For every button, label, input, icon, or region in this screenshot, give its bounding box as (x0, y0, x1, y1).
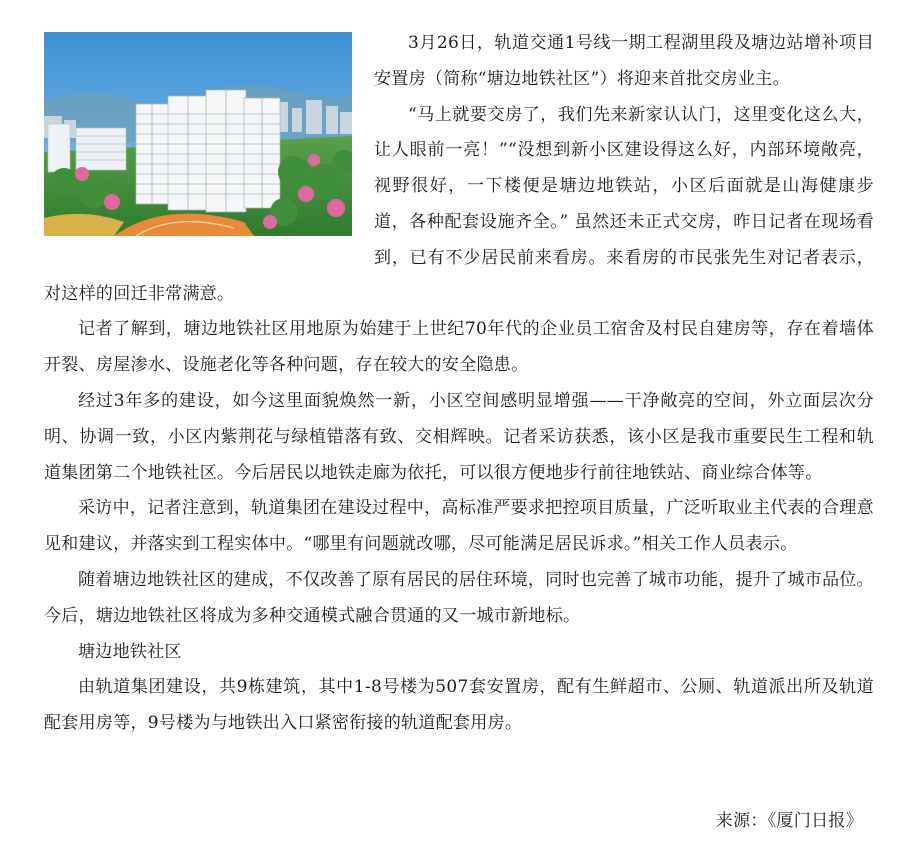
article-paragraph: 随着塘边地铁社区的建成，不仅改善了原有居民的居住环境，同时也完善了城市功能，提升了城市品位。今后，塘边地铁社区将成为多种交通模式融合贯通的又一城市新地标。 (44, 569, 874, 626)
article-paragraph: 经过3年多的建设，如今这里面貌焕然一新，小区空间感明显增强——干净敞亮的空间，外立面层次分明、协调一致，小区内紫荆花与绿植错落有致、交相辉映。记者采访获悉，该小区是我市重要民生工程和轨道集团第二个地铁社区。今后居民以地铁走廊为依托，可以很方便地步行前往地铁站、商业综合体等。 (44, 390, 874, 483)
article-paragraph: 由轨道集团建设，共9栋建筑，其中1-8号楼为507套安置房，配有生鲜超市、公厕、轨道派出所及轨道配套用房等，9号楼为与地铁出入口紧密衔接的轨道配套用房。 (44, 677, 874, 734)
article-paragraph: 记者了解到，塘边地铁社区用地原为始建于上世纪70年代的企业员工宿舍及村民自建房等，存在着墙体开裂、房屋渗水、设施老化等各种问题，存在较大的安全隐患。 (44, 319, 874, 376)
tangbian-metro-community-photo (44, 32, 352, 236)
source-credit: 来源：《厦门日报》 (715, 811, 863, 831)
article-paragraph: 3月26日，轨道交通1号线一期工程湖里段及塘边站增补项目安置房（简称“塘边地铁社区”）将迎来首批交房业主。 (374, 33, 874, 89)
sidebar-heading: 塘边地铁社区 (78, 641, 182, 662)
article-paragraph: “马上就要交房了，我们先来新家认认门，这里变化这么大，让人眼前一亮！”“没想到新小区建设得这么好，内部环境敞亮，视野很好，一下楼便是塘边地铁站，小区后面就是山海健康步道，各种配套设施齐全。” 虽然还未正式交房，昨日记者在现场看到，已有不少居民前来看房。来看房的市民张先生对记者表示，对这样的回迁非常满意。 (44, 104, 874, 304)
article-paragraph: 采访中，记者注意到，轨道集团在建设过程中，高标准严要求把控项目质量，广泛听取业主代表的合理意见和建议，并落实到工程实体中。“哪里有问题就改哪，尽可能满足居民诉求。”相关工作人员表示。 (44, 498, 874, 555)
photo-illustration (44, 32, 352, 236)
article-body (44, 26, 874, 742)
